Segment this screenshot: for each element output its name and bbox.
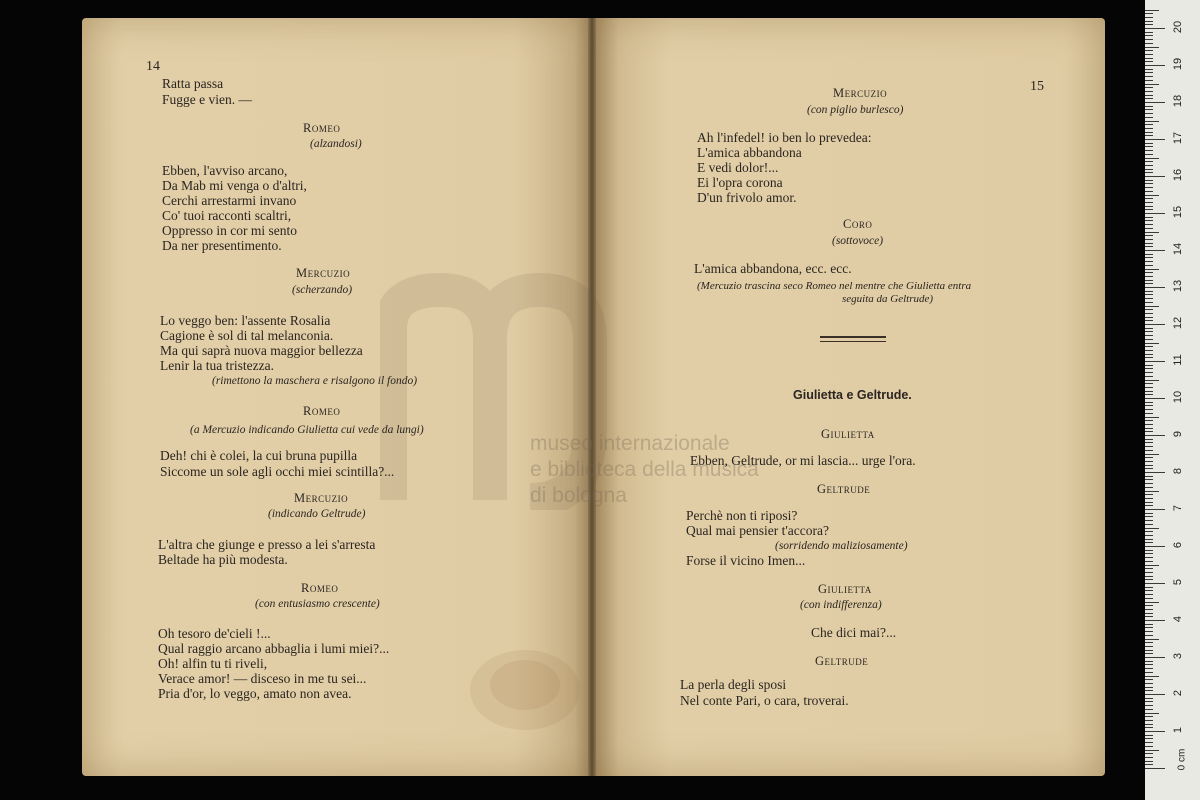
ruler-tick — [1145, 35, 1153, 36]
ruler-tick — [1145, 402, 1153, 403]
ruler-number: 15 — [1172, 205, 1184, 219]
ruler-tick — [1145, 306, 1159, 307]
ruler-tick — [1145, 635, 1153, 636]
stage-direction: (alzandosi) — [310, 138, 362, 150]
speaker-name: Mercuzio — [296, 266, 351, 280]
ruler-tick — [1145, 298, 1153, 299]
ruler-tick — [1145, 716, 1153, 717]
ruler-number: 3 — [1172, 652, 1184, 660]
ruler-tick — [1145, 132, 1153, 133]
ruler-tick — [1145, 750, 1159, 751]
ruler-tick — [1145, 239, 1153, 240]
ruler-number: 8 — [1172, 467, 1184, 475]
ruler-tick — [1145, 664, 1153, 665]
ruler-tick — [1145, 280, 1153, 281]
ruler-tick — [1145, 202, 1153, 203]
ruler-tick — [1145, 653, 1153, 654]
speaker-name: Geltrude — [817, 482, 871, 496]
ruler-tick — [1145, 350, 1153, 351]
ruler-tick — [1145, 302, 1153, 303]
ruler-tick — [1145, 424, 1153, 425]
ruler-tick — [1145, 261, 1153, 262]
ruler-tick — [1145, 102, 1165, 103]
ruler-tick — [1145, 235, 1153, 236]
ruler-tick — [1145, 661, 1153, 662]
ruler-tick — [1145, 357, 1153, 358]
ruler-tick — [1145, 84, 1159, 85]
ruler-tick — [1145, 183, 1153, 184]
ruler-tick — [1145, 472, 1165, 473]
ruler-tick — [1145, 139, 1165, 140]
verse-line: Oh! alfin tu ti riveli, — [158, 656, 268, 671]
stage-direction: (con entusiasmo crescente) — [255, 598, 380, 610]
ruler-tick — [1145, 687, 1153, 688]
ruler-tick — [1145, 705, 1153, 706]
verse-line: Verace amor! — disceso in me tu sei... — [158, 671, 367, 686]
ruler-tick — [1145, 546, 1165, 547]
ruler-tick — [1145, 372, 1153, 373]
ruler-tick — [1145, 232, 1159, 233]
verse-line: Ah l'infedel! io ben lo prevedea: — [697, 130, 872, 145]
ruler-tick — [1145, 720, 1153, 721]
ruler-tick — [1145, 483, 1153, 484]
verse-line: Perchè non ti riposi? — [686, 508, 798, 523]
ruler-tick — [1145, 294, 1153, 295]
ruler-tick — [1145, 91, 1153, 92]
ruler-tick — [1145, 531, 1153, 532]
verse-line: Ratta passa — [162, 76, 224, 91]
ruler-tick — [1145, 380, 1159, 381]
ruler-unit-label: 0 cm — [1176, 748, 1188, 771]
verse-line: Da Mab mi venga o d'altri, — [162, 178, 307, 193]
ruler-tick — [1145, 24, 1153, 25]
ruler-number: 13 — [1172, 279, 1184, 293]
ruler-tick — [1145, 313, 1153, 314]
ruler-tick — [1145, 561, 1153, 562]
speaker-name: Coro — [843, 217, 873, 231]
ruler-tick — [1145, 180, 1153, 181]
stage-direction: (rimettono la maschera e risalgono il fondo) — [212, 375, 418, 387]
ruler-number: 19 — [1172, 57, 1184, 71]
ruler-tick — [1145, 494, 1153, 495]
ruler-tick — [1145, 43, 1153, 44]
stage-direction: (con indifferenza) — [800, 599, 882, 611]
speaker-name: Geltrude — [815, 654, 869, 668]
ruler-tick — [1145, 724, 1153, 725]
verse-line: Che dici mai?... — [811, 625, 897, 640]
ruler-tick — [1145, 572, 1153, 573]
ruler-tick — [1145, 624, 1153, 625]
ruler-tick — [1145, 768, 1165, 769]
section-divider — [820, 336, 886, 338]
ruler-tick — [1145, 605, 1153, 606]
ruler-tick — [1145, 672, 1153, 673]
verse-line: Lo veggo ben: l'assente Rosalia — [160, 313, 331, 328]
ruler-tick — [1145, 683, 1153, 684]
ruler-tick — [1145, 394, 1153, 395]
ruler-tick — [1145, 528, 1159, 529]
stage-direction: (a Mercuzio indicando Giulietta cui vede da lungi) — [190, 424, 424, 436]
ruler-tick — [1145, 757, 1153, 758]
ruler-tick — [1145, 276, 1153, 277]
ruler-tick — [1145, 109, 1153, 110]
ruler-tick — [1145, 272, 1153, 273]
verse-line: Oppresso in cor mi sento — [162, 223, 297, 238]
verse-line: Ma qui saprà nuova maggior bellezza — [160, 343, 363, 358]
ruler-tick — [1145, 742, 1153, 743]
ruler-tick — [1145, 391, 1153, 392]
ruler-tick — [1145, 446, 1153, 447]
ruler-tick — [1145, 47, 1159, 48]
verse-line: Qual mai pensier t'accora? — [686, 523, 829, 538]
ruler-tick — [1145, 376, 1153, 377]
ruler-tick — [1145, 13, 1153, 14]
ruler-tick — [1145, 454, 1159, 455]
ruler-tick — [1145, 354, 1153, 355]
ruler-tick — [1145, 753, 1153, 754]
ruler-tick — [1145, 668, 1153, 669]
ruler-tick — [1145, 550, 1153, 551]
ruler-tick — [1145, 220, 1153, 221]
ruler-tick — [1145, 169, 1153, 170]
ruler-tick — [1145, 420, 1153, 421]
stage-direction: (sorridendo maliziosamente) — [775, 540, 908, 552]
ruler-tick — [1145, 50, 1153, 51]
watermark-line: museo internazionale — [530, 432, 730, 455]
stage-direction: (scherzando) — [292, 284, 353, 296]
ruler-tick — [1145, 143, 1153, 144]
ruler-tick — [1145, 613, 1153, 614]
ruler-number: 7 — [1172, 504, 1184, 512]
ruler-tick — [1145, 553, 1153, 554]
ruler-tick — [1145, 439, 1153, 440]
speaker-name: Mercuzio — [833, 86, 888, 100]
stage-direction: seguita da Geltrude) — [842, 293, 934, 305]
ruler-tick — [1145, 257, 1153, 258]
ruler-tick — [1145, 713, 1159, 714]
ruler-tick — [1145, 195, 1159, 196]
stain — [490, 660, 560, 710]
ruler-number: 4 — [1172, 615, 1184, 623]
ruler-tick — [1145, 590, 1153, 591]
ruler-tick — [1145, 513, 1153, 514]
ruler-tick — [1145, 265, 1153, 266]
ruler-tick — [1145, 479, 1153, 480]
ruler-tick — [1145, 709, 1153, 710]
ruler-number: 17 — [1172, 131, 1184, 145]
ruler-tick — [1145, 491, 1159, 492]
verse-line: Cagione è sol di tal melanconia. — [160, 328, 334, 343]
ruler-tick — [1145, 587, 1153, 588]
ruler-tick — [1145, 320, 1153, 321]
ruler-tick — [1145, 80, 1153, 81]
ruler-tick — [1145, 620, 1165, 621]
ruler-tick — [1145, 10, 1159, 11]
ruler-tick — [1145, 121, 1159, 122]
ruler-tick — [1145, 317, 1153, 318]
scene-title: Giulietta e Geltrude. — [793, 388, 912, 402]
ruler-tick — [1145, 69, 1153, 70]
verse-line: Qual raggio arcano abbaglia i lumi miei?... — [158, 641, 390, 656]
ruler-tick — [1145, 224, 1153, 225]
ruler-tick — [1145, 39, 1153, 40]
ruler-tick — [1145, 124, 1153, 125]
ruler-tick — [1145, 217, 1153, 218]
ruler-tick — [1145, 524, 1153, 525]
page-number: 14 — [146, 59, 160, 74]
ruler-tick — [1145, 539, 1153, 540]
ruler-tick — [1145, 598, 1153, 599]
verse-line: Forse il vicino Imen... — [686, 553, 806, 568]
verse-line: Ebben, Geltrude, or mi lascia... urge l'ora. — [690, 453, 916, 468]
ruler-tick — [1145, 457, 1153, 458]
ruler-tick — [1145, 324, 1165, 325]
ruler-tick — [1145, 176, 1165, 177]
ruler-tick — [1145, 435, 1165, 436]
ruler-tick — [1145, 228, 1153, 229]
ruler-tick — [1145, 250, 1165, 251]
ruler-tick — [1145, 154, 1153, 155]
verse-line: L'altra che giunge e presso a lei s'arresta — [158, 537, 376, 552]
ruler-tick — [1145, 106, 1153, 107]
ruler-tick — [1145, 516, 1153, 517]
ruler-tick — [1145, 58, 1153, 59]
ruler-tick — [1145, 639, 1159, 640]
ruler-tick — [1145, 72, 1153, 73]
ruler-tick — [1145, 165, 1153, 166]
ruler-tick — [1145, 387, 1153, 388]
ruler-tick — [1145, 509, 1165, 510]
verse-line: D'un frivolo amor. — [697, 190, 797, 205]
ruler-tick — [1145, 398, 1165, 399]
ruler-tick — [1145, 209, 1153, 210]
ruler-tick — [1145, 405, 1153, 406]
measuring-ruler — [1145, 0, 1200, 800]
book-gutter — [588, 18, 596, 776]
ruler-tick — [1145, 243, 1153, 244]
ruler-tick — [1145, 442, 1153, 443]
ruler-tick — [1145, 76, 1153, 77]
ruler-tick — [1145, 498, 1153, 499]
ruler-tick — [1145, 328, 1153, 329]
ruler-tick — [1145, 361, 1165, 362]
ruler-tick — [1145, 343, 1159, 344]
ruler-tick — [1145, 254, 1153, 255]
ruler-tick — [1145, 502, 1153, 503]
ruler-tick — [1145, 417, 1159, 418]
ruler-number: 18 — [1172, 94, 1184, 108]
ruler-tick — [1145, 98, 1153, 99]
verse-line: Siccome un sole agli occhi miei scintilla?... — [160, 464, 395, 479]
verse-line: Oh tesoro de'cieli !... — [158, 626, 271, 641]
verse-line: Cerchi arrestarmi invano — [162, 193, 297, 208]
ruler-tick — [1145, 428, 1153, 429]
verse-line: E vedi dolor!... — [697, 160, 779, 175]
ruler-tick — [1145, 576, 1153, 577]
ruler-tick — [1145, 616, 1153, 617]
ruler-tick — [1145, 476, 1153, 477]
ruler-tick — [1145, 65, 1165, 66]
ruler-number: 12 — [1172, 316, 1184, 330]
speaker-name: Romeo — [303, 404, 341, 418]
ruler-tick — [1145, 61, 1153, 62]
ruler-tick — [1145, 650, 1153, 651]
ruler-tick — [1145, 679, 1153, 680]
verse-line: Da ner presentimento. — [162, 238, 282, 253]
ruler-tick — [1145, 117, 1153, 118]
ruler-tick — [1145, 161, 1153, 162]
ruler-tick — [1145, 431, 1153, 432]
ruler-tick — [1145, 465, 1153, 466]
ruler-tick — [1145, 187, 1153, 188]
ruler-tick — [1145, 657, 1165, 658]
verse-line: Lenir la tua tristezza. — [160, 358, 274, 373]
ruler-tick — [1145, 461, 1153, 462]
verse-line: Nel conte Pari, o cara, troverai. — [680, 693, 849, 708]
ruler-tick — [1145, 487, 1153, 488]
ruler-tick — [1145, 583, 1165, 584]
ruler-tick — [1145, 283, 1153, 284]
verse-line: Fugge e vien. — — [162, 92, 252, 107]
section-divider — [820, 341, 886, 342]
speaker-name: Romeo — [303, 121, 341, 135]
ruler-number: 9 — [1172, 430, 1184, 438]
ruler-tick — [1145, 727, 1153, 728]
ruler-tick — [1145, 676, 1159, 677]
ruler-tick — [1145, 542, 1153, 543]
ruler-tick — [1145, 609, 1153, 610]
ruler-tick — [1145, 368, 1153, 369]
ruler-tick — [1145, 701, 1153, 702]
verse-line: Pria d'or, lo veggo, amato non avea. — [158, 686, 352, 701]
verse-line: L'amica abbandona — [697, 145, 802, 160]
ruler-number: 2 — [1172, 689, 1184, 697]
ruler-tick — [1145, 602, 1159, 603]
speaker-name: Giulietta — [821, 427, 875, 441]
ruler-tick — [1145, 172, 1153, 173]
ruler-number: 11 — [1172, 354, 1184, 366]
ruler-tick — [1145, 17, 1153, 18]
verse-line: Deh! chi è colei, la cui bruna pupilla — [160, 448, 358, 463]
verse-line: Ebben, l'avviso arcano, — [162, 163, 288, 178]
ruler-tick — [1145, 198, 1153, 199]
verse-line: Co' tuoi racconti scaltri, — [162, 208, 292, 223]
ruler-number: 20 — [1172, 20, 1184, 34]
ruler-tick — [1145, 746, 1153, 747]
ruler-tick — [1145, 331, 1153, 332]
ruler-tick — [1145, 246, 1153, 247]
ruler-number: 14 — [1172, 242, 1184, 256]
ruler-tick — [1145, 761, 1153, 762]
ruler-tick — [1145, 95, 1153, 96]
stage-direction: (sottovoce) — [832, 235, 884, 247]
stage-direction: (con piglio burlesco) — [807, 104, 904, 116]
ruler-tick — [1145, 291, 1153, 292]
ruler-tick — [1145, 158, 1159, 159]
ruler-tick — [1145, 642, 1153, 643]
page-number: 15 — [1030, 79, 1044, 94]
ruler-tick — [1145, 627, 1153, 628]
speaker-name: Mercuzio — [294, 491, 349, 505]
ruler-tick — [1145, 128, 1153, 129]
ruler-tick — [1145, 413, 1153, 414]
ruler-tick — [1145, 346, 1153, 347]
ruler-tick — [1145, 738, 1153, 739]
ruler-number: 16 — [1172, 168, 1184, 182]
ruler-tick — [1145, 135, 1153, 136]
ruler-tick — [1145, 409, 1153, 410]
ruler-tick — [1145, 450, 1153, 451]
ruler-tick — [1145, 150, 1153, 151]
ruler-tick — [1145, 335, 1153, 336]
ruler-tick — [1145, 698, 1153, 699]
verse-line: Ei l'opra corona — [697, 175, 783, 190]
ruler-number: 10 — [1172, 390, 1184, 404]
verse-line: Beltade ha più modesta. — [158, 552, 288, 567]
stage-direction: (indicando Geltrude) — [268, 508, 366, 520]
ruler-tick — [1145, 206, 1153, 207]
speaker-name: Giulietta — [818, 582, 872, 596]
ruler-tick — [1145, 383, 1153, 384]
ruler-tick — [1145, 520, 1153, 521]
ruler-tick — [1145, 568, 1153, 569]
watermark-line: e biblioteca della musica — [530, 458, 759, 481]
ruler-tick — [1145, 87, 1153, 88]
stage-direction: (Mercuzio trascina seco Romeo nel mentre che Giulietta entra — [697, 280, 972, 292]
ruler-tick — [1145, 32, 1153, 33]
ruler-tick — [1145, 28, 1165, 29]
ruler-tick — [1145, 579, 1153, 580]
ruler-tick — [1145, 287, 1165, 288]
ruler-tick — [1145, 113, 1153, 114]
ruler-tick — [1145, 468, 1153, 469]
ruler-tick — [1145, 535, 1153, 536]
ruler-tick — [1145, 309, 1153, 310]
ruler-tick — [1145, 54, 1153, 55]
ruler-tick — [1145, 731, 1165, 732]
ruler-tick — [1145, 631, 1153, 632]
ruler-tick — [1145, 213, 1165, 214]
ruler-tick — [1145, 21, 1153, 22]
ruler-tick — [1145, 735, 1153, 736]
ruler-number: 6 — [1172, 541, 1184, 549]
watermark-line: di bologna — [530, 484, 627, 507]
ruler-tick — [1145, 365, 1153, 366]
ruler-tick — [1145, 694, 1165, 695]
ruler-number: 1 — [1172, 726, 1184, 734]
ruler-tick — [1145, 565, 1159, 566]
ruler-tick — [1145, 557, 1153, 558]
speaker-name: Romeo — [301, 581, 339, 595]
ruler-tick — [1145, 146, 1153, 147]
ruler-tick — [1145, 594, 1153, 595]
verse-line: L'amica abbandona, ecc. ecc. — [694, 261, 852, 276]
ruler-tick — [1145, 269, 1159, 270]
ruler-tick — [1145, 505, 1153, 506]
ruler-tick — [1145, 764, 1153, 765]
ruler-tick — [1145, 191, 1153, 192]
verse-line: La perla degli sposi — [680, 677, 787, 692]
ruler-tick — [1145, 339, 1153, 340]
ruler-tick — [1145, 690, 1153, 691]
ruler-tick — [1145, 646, 1153, 647]
ruler-number: 5 — [1172, 578, 1184, 586]
